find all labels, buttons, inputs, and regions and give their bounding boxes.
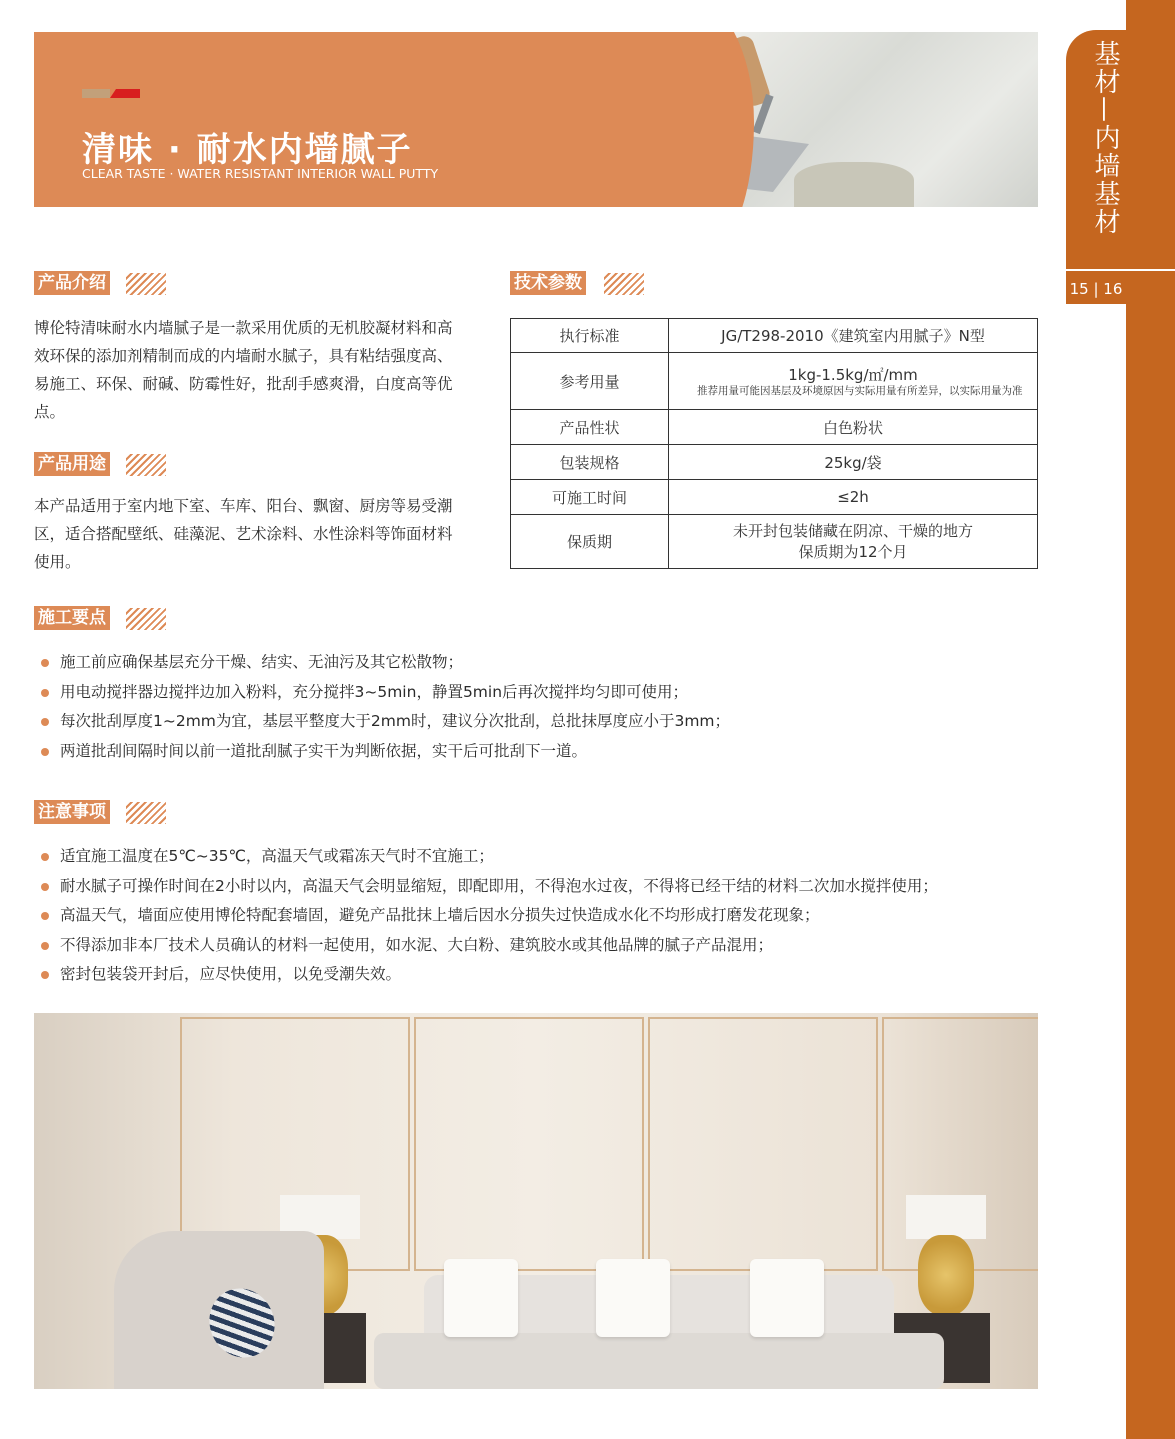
list-item-text: 密封包装袋开封后，应尽快使用，以免受潮失效。 — [60, 965, 402, 983]
spec-value: 白色粉状 — [669, 410, 1038, 445]
list-item — [40, 901, 938, 931]
list-item-text: 高温天气，墙面应使用博伦特配套墙固，避免产品批抹上墙后因水分损失过快造成水化不均形成打磨发花现象； — [60, 906, 820, 924]
list-item-text: 适宜施工温度在5℃~35℃，高温天气或霜冻天气时不宜施工； — [60, 847, 494, 865]
sofa-seat — [374, 1333, 944, 1389]
list-item — [40, 960, 938, 990]
spec-value: 25kg/袋 — [669, 445, 1038, 480]
trowel-photo — [714, 32, 1038, 207]
spec-note: 推荐用量可能因基层及环境原因与实际用量有所差异，以实际用量为准 — [697, 384, 1023, 397]
putty-bucket — [794, 162, 914, 207]
spec-key: 执行标准 — [511, 319, 669, 353]
category-divider — [1066, 269, 1175, 271]
table-row — [511, 410, 1038, 445]
spec-key: 可施工时间 — [511, 480, 669, 515]
section-intro-label: 产品介绍 — [34, 271, 110, 295]
lamp-shade — [906, 1195, 986, 1239]
section-stripes — [126, 454, 166, 476]
title-marker-tan — [82, 89, 110, 98]
bullet-dot — [41, 942, 49, 950]
table-row — [511, 353, 1038, 410]
list-item-text: 每次批刮厚度1~2mm为宜，基层平整度大于2mm时，建议分次批刮，总批抹厚度应小于3mm； — [60, 712, 731, 730]
lamp-base — [918, 1235, 974, 1315]
spec-table — [510, 318, 1038, 569]
bullet-dot — [41, 689, 49, 697]
table-row — [511, 515, 1038, 569]
bullet-dot — [41, 883, 49, 891]
spec-value: 保质期为12个月 — [798, 542, 908, 561]
bullet-dot — [41, 912, 49, 920]
bullet-dot — [41, 748, 49, 756]
section-stripes — [126, 273, 166, 295]
bullet-dot — [41, 718, 49, 726]
table-row — [511, 445, 1038, 480]
list-item — [40, 648, 730, 678]
section-notes-label: 注意事项 — [34, 800, 110, 824]
usage-text: 本产品适用于室内地下室、车库、阳台、飘窗、厨房等易受潮区，适合搭配壁纸、硅藻泥、艺术涂料、水性涂料等饰面材料使用。 — [34, 497, 453, 571]
spec-key: 保质期 — [511, 515, 669, 569]
banner-curve — [634, 32, 754, 207]
spec-key: 包装规格 — [511, 445, 669, 480]
spec-value: 未开封包装储藏在阴凉、干燥的地方 — [732, 521, 973, 540]
page-numbers: 15 | 16 — [1069, 280, 1123, 298]
spec-key: 参考用量 — [511, 353, 669, 410]
sofa-cushion — [444, 1259, 518, 1337]
wall-panel — [414, 1017, 644, 1271]
spec-value-cell — [669, 353, 1038, 410]
table-row — [511, 319, 1038, 353]
list-item-text: 用电动搅拌器边搅拌边加入粉料，充分搅拌3~5min，静置5min后再次搅拌均匀即可使用； — [60, 682, 689, 701]
table-row — [511, 480, 1038, 515]
section-stripes — [604, 273, 644, 295]
bullet-dot — [41, 853, 49, 861]
interior-photo — [34, 1013, 1038, 1389]
section-stripes — [126, 608, 166, 630]
list-item-text: 耐水腻子可操作时间在2小时以内，高温天气会明显缩短，即配即用，不得泡水过夜，不得将已经干结的材料二次加水搅拌使用； — [60, 876, 938, 895]
sofa-cushion — [750, 1259, 824, 1337]
bullet-dot — [41, 971, 49, 979]
list-item — [40, 678, 730, 708]
list-item — [40, 707, 730, 737]
construction-list — [40, 648, 730, 766]
wall-panel — [648, 1017, 878, 1271]
list-item-text: 施工前应确保基层充分干燥、结实、无油污及其它松散物； — [60, 653, 464, 671]
notes-list — [40, 842, 938, 990]
spec-value: ≤2h — [669, 480, 1038, 515]
section-construction-label: 施工要点 — [34, 606, 110, 630]
list-item — [40, 842, 938, 872]
list-item — [40, 737, 730, 767]
section-usage-label: 产品用途 — [34, 452, 110, 476]
sofa-cushion — [596, 1259, 670, 1337]
list-item-text: 不得添加非本厂技术人员确认的材料一起使用，如水泥、大白粉、建筑胶水或其他品牌的腻子产品混用； — [60, 935, 774, 954]
section-stripes — [126, 802, 166, 824]
page-subtitle: CLEAR TASTE · WATER RESISTANT INTERIOR WALL PUTTY — [82, 166, 439, 181]
page-title: 清味 · 耐水内墙腻子 — [82, 130, 413, 170]
category-title: 基材—内墙基材 — [1090, 40, 1120, 236]
spec-key: 产品性状 — [511, 410, 669, 445]
spec-value-cell — [669, 515, 1038, 569]
intro-text: 博伦特清味耐水内墙腻子是一款采用优质的无机胶凝材料和高效环保的添加剂精制而成的内墙耐水腻子，具有粘结强度高、易施工、环保、耐碱、防霉性好，批刮手感爽滑，白度高等优点。 — [34, 319, 453, 421]
list-item-text: 两道批刮间隔时间以前一道批刮腻子实干为判断依据，实干后可批刮下一道。 — [60, 741, 588, 760]
section-tech-label: 技术参数 — [510, 271, 586, 295]
bullet-dot — [41, 659, 49, 667]
list-item — [40, 931, 938, 961]
list-item — [40, 872, 938, 902]
spec-value: 1kg-1.5kg/㎡/mm — [788, 365, 918, 384]
spec-value: JG/T298-2010《建筑室内用腻子》N型 — [669, 319, 1038, 353]
